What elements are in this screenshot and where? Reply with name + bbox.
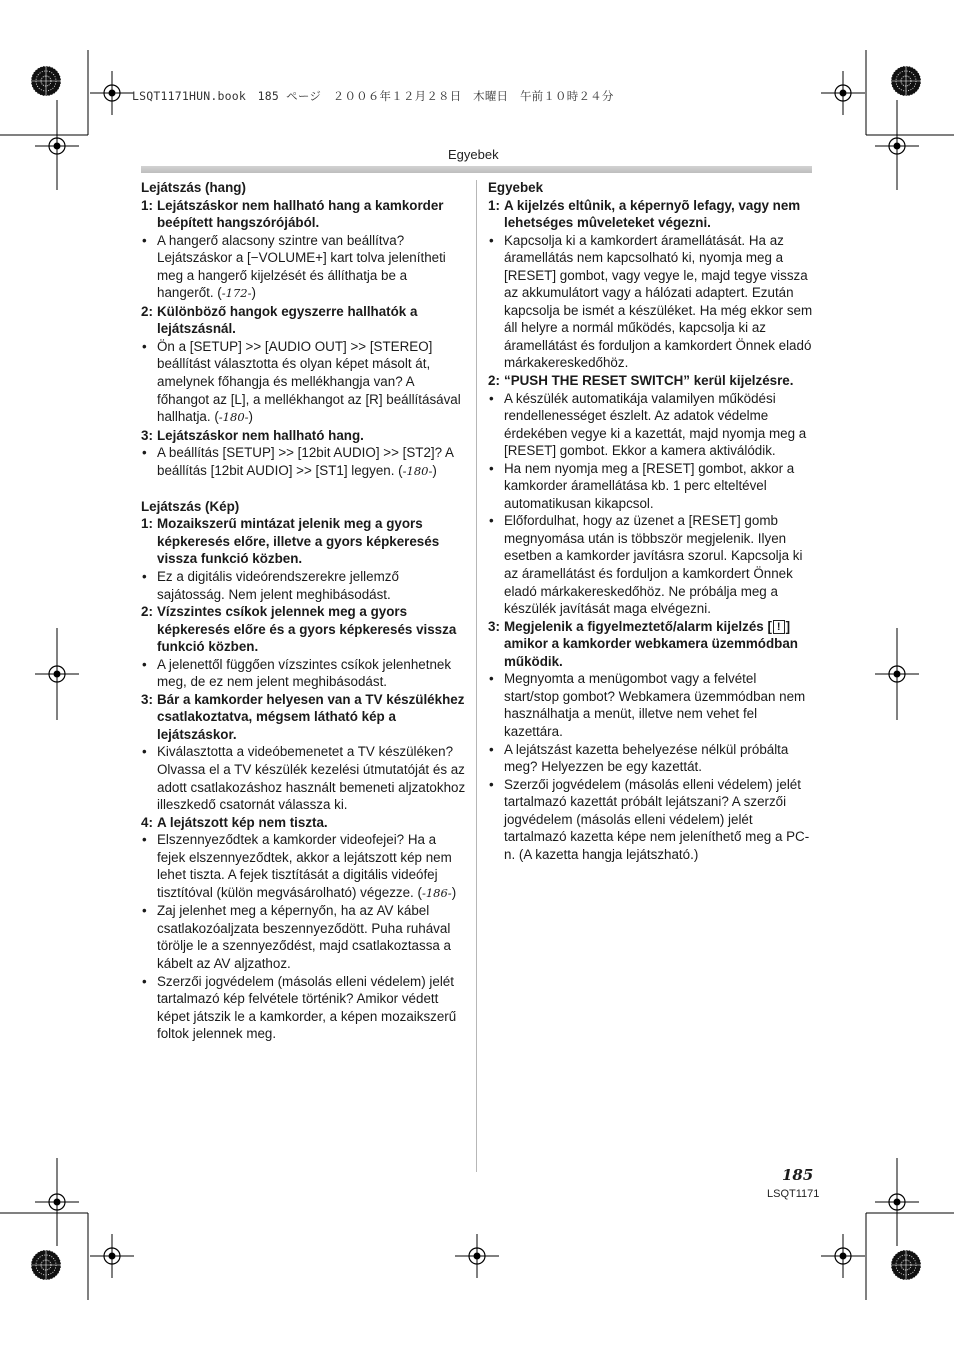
page-number: 185 [782,1166,814,1184]
bullet-item [141,568,466,603]
question-item [141,515,466,568]
bullet-icon: • [142,744,147,760]
registration-mark-br1 [821,1234,865,1278]
question-item [141,691,466,744]
page-reference: -186- [421,885,452,900]
bullet-item [488,512,814,617]
question-item [488,618,814,671]
question-text: Különböző hangok egyszerre hallhatók a lejátszásnál. [157,303,418,337]
model-code: LSQT1171 [767,1188,820,1200]
bullet-icon: • [489,460,494,476]
question-text: A kijelzés eltûnik, a képernyõ lefagy, vagy nem lehetséges mûveleteket végezni. [504,197,801,231]
bullet-text: A készülék automatikája valamilyen működési rendellenességet észlelt. Az adatok védelme érdekében vegye ki a kazettát, majd nyomja meg a [RESET] gombot. Ekkor a kamera aktiválódik. [504,390,807,459]
right-column [488,179,814,863]
page-reference: -180- [402,463,433,478]
bullet-icon: • [142,903,147,919]
bullet-text: A hangerő alacsony szintre van beállítva? Lejátszáskor a [−VOLUME+] kart tolva jelenítheti meg a hangerő kijelzését és állíthatja be a hangerőt. (-172-) [157,232,446,301]
rosette-bottom-left [31,1250,61,1280]
rosette-top-left [31,66,61,96]
bullet-icon: • [142,973,147,989]
book-file-header: LSQT1171HUN.book 185 ページ ２００６年１２月２８日 木曜日 午前１０時２４分 [132,89,614,103]
bullet-text: Zaj jelenhet meg a képernyőn, ha az AV kábel csatlakozóaljzata beszennyeződött. Puha ruhával törölje le a szennyeződést, majd csatlakoztassa a kábelt az AV aljzathoz. [157,903,452,972]
bullet-text: Ha nem nyomja meg a [RESET] gombot, akkor a kamkorder áramellátása kb. 1 perc elteltével automatikusan kikapcsol. [504,460,795,511]
question-number: 3: [488,618,500,634]
question-text: Lejátszáskor nem hallható hang a kamkorder beépített hangszórójából. [157,197,444,231]
bullet-item [488,232,814,372]
question-item [141,197,466,232]
bullet-text: Ön a [SETUP] >> [AUDIO OUT] >> [STEREO] beállítást választotta és olyan képet másolt át, amelynek főhangja és mellékhangja van? A főhangot az [L], a mellékhangot az [R] beállításával hallhatja. (-180-) [157,338,461,425]
question-text: Lejátszáskor nem hallható hang. [157,427,364,443]
section-label: Egyebek [448,147,499,162]
bullet-item [141,831,466,902]
bullet-text: Megnyomta a menügombot vagy a felvétel start/stop gombot? Webkamera üzemmódban nem használhatja a menüt, illetve nem vehet fel kazettára. [504,671,806,739]
left-column [141,179,466,1043]
bullet-icon: • [489,390,494,406]
bullet-item [141,902,466,972]
section-title-playback-picture: Lejátszás (Kép) [141,498,240,514]
registration-mark-bc [455,1234,499,1278]
rosette-bottom-right [891,1250,921,1280]
bullet-item [488,741,814,776]
question-item [488,372,814,390]
bullet-text: A jelenettől függően vízszintes csíkok jelenhetnek meg, de ez nem jelent meghibásodást. [157,656,452,690]
question-number: 1: [141,516,153,532]
bullet-item [141,656,466,691]
bullet-icon: • [489,232,494,248]
question-number: 3: [141,427,153,443]
bullet-text: Szerzői jogvédelem (másolás elleni védelem) jelét tartalmazó kazettát próbált lejátszani? A szerzői jogvédelem (másolás elleni védelem) jelét tartalmazó kazetta képe nem jeleníthető meg a PC-n. (A kazetta hangja lejátszható.) [504,776,810,862]
question-item [141,427,466,445]
bullet-text: Kapcsolja ki a kamkordert áramellátását. Ha az áramellátás nem kapcsolható ki, nyomja meg a [RESET] gombot, vagy vegye le, majd tegye vissza az akkumulátort vagy a hálózati adaptert. Ezután kapcsolja be ismét a készüléket. Ha még ekkor sem áll helyre a normál működés, kapcsolja ki az áramellátást és forduljon a kamkordert Önnek eladó márkakereskedőhöz. [504,232,813,371]
bullet-icon: • [489,741,494,757]
page-reference: -180- [218,410,249,425]
bullet-icon: • [142,568,147,584]
bullet-icon: • [142,338,147,354]
registration-mark-tl1 [90,71,134,115]
page-reference: -172- [221,286,252,301]
question-text: “PUSH THE RESET SWITCH” kerül kijelzésre. [504,373,794,389]
question-text: A lejátszott kép nem tiszta. [157,814,328,830]
bullet-icon: • [142,656,147,672]
bullet-icon: • [142,232,147,248]
bullet-icon: • [142,445,147,461]
question-number: 1: [488,197,500,213]
question-number: 2: [141,604,153,620]
bullet-text: A lejátszást kazetta behelyezése nélkül próbálta meg? Helyezzen be egy kazettát. [504,741,789,775]
question-text: Bár a kamkorder helyesen van a TV készülékhez csatlakoztatva, mégsem látható kép a lejátszáskor. [157,691,465,742]
bullet-item [488,460,814,513]
warning-alarm-icon: ! [773,620,785,634]
bullet-item [141,232,466,303]
rosette-top-right [891,66,921,96]
column-divider [476,180,477,1172]
bullet-icon: • [489,513,494,529]
question-number: 2: [488,373,500,389]
bullet-icon: • [142,832,147,848]
bullet-item [488,670,814,740]
question-number: 4: [141,814,153,830]
bullet-text: Szerzői jogvédelem (másolás elleni védelem) jelét tartalmazó kép felvétele történik? Amikor védett képet játszik le a kamkorder, a képen mozaikszerű foltok jelennek meg. [157,973,457,1042]
bullet-icon: • [489,671,494,687]
section-title-other: Egyebek [488,180,544,195]
bullet-text: Elszennyeződtek a kamkorder videofejei? Ha a fejek elszennyeződtek, akkor a lejátszott kép nem lehet tiszta. A fejek tisztítását a digitális videófej tisztítóval (külön megvásárolható) végezze. (-186-) [157,832,457,900]
registration-mark-bl1 [90,1234,134,1278]
question-number: 2: [141,303,153,319]
header-rule [141,166,812,173]
bullet-item [141,973,466,1043]
question-text: Mozaikszerű mintázat jelenik meg a gyors képkeresés előre, illetve a gyors képkeresés vissza funkció közben. [157,516,440,567]
question-item [141,603,466,656]
bullet-item [488,390,814,460]
bullet-item [141,338,466,427]
bullet-text: Ez a digitális videórendszerekre jellemző sajátosság. Nem jelent meghibásodást. [157,568,399,602]
question-text: Vízszintes csíkok jelennek meg a gyors képkeresés előre és a gyors képkeresés vissza funkció közben. [157,604,457,655]
question-number: 1: [141,197,153,213]
question-item [141,303,466,338]
bullet-text: Kiválasztotta a videóbemenetet a TV készüléken? Olvassa el a TV készülék kezelési útmutatóját és az adott csatlakozáshoz használt bemeneti aljzatokhoz illeszkedő csatornát válassza ki. [157,744,466,813]
bullet-item [488,776,814,864]
bullet-text: A beállítás [SETUP] >> [12bit AUDIO] >> [ST2]? A beállítás [12bit AUDIO] >> [ST1] legyen. (-180-) [157,445,454,478]
question-item [141,814,466,832]
registration-mark-tr1 [821,71,865,115]
bullet-item [141,444,466,480]
bullet-item [141,743,466,813]
question-item [488,197,814,232]
section-title-playback-sound: Lejátszás (hang) [141,180,246,195]
bullet-icon: • [489,776,494,792]
question-number: 3: [141,691,153,707]
question-text: Megjelenik a figyelmeztető/alarm kijelzés [ ! ] amikor a kamkorder webkamera üzemmódban működik. [504,618,798,669]
bullet-text: Előfordulhat, hogy az üzenet a [RESET] gomb megnyomása után is többször megjelenik. Ilyen esetben a kamkorder javításra szorul. Kapcsolja ki az áramellátást és forduljon a kamkordert Önnek eladó márkakereskedőhöz. Ne próbálja meg a készülék javítását maga elvégezni. [504,513,803,617]
